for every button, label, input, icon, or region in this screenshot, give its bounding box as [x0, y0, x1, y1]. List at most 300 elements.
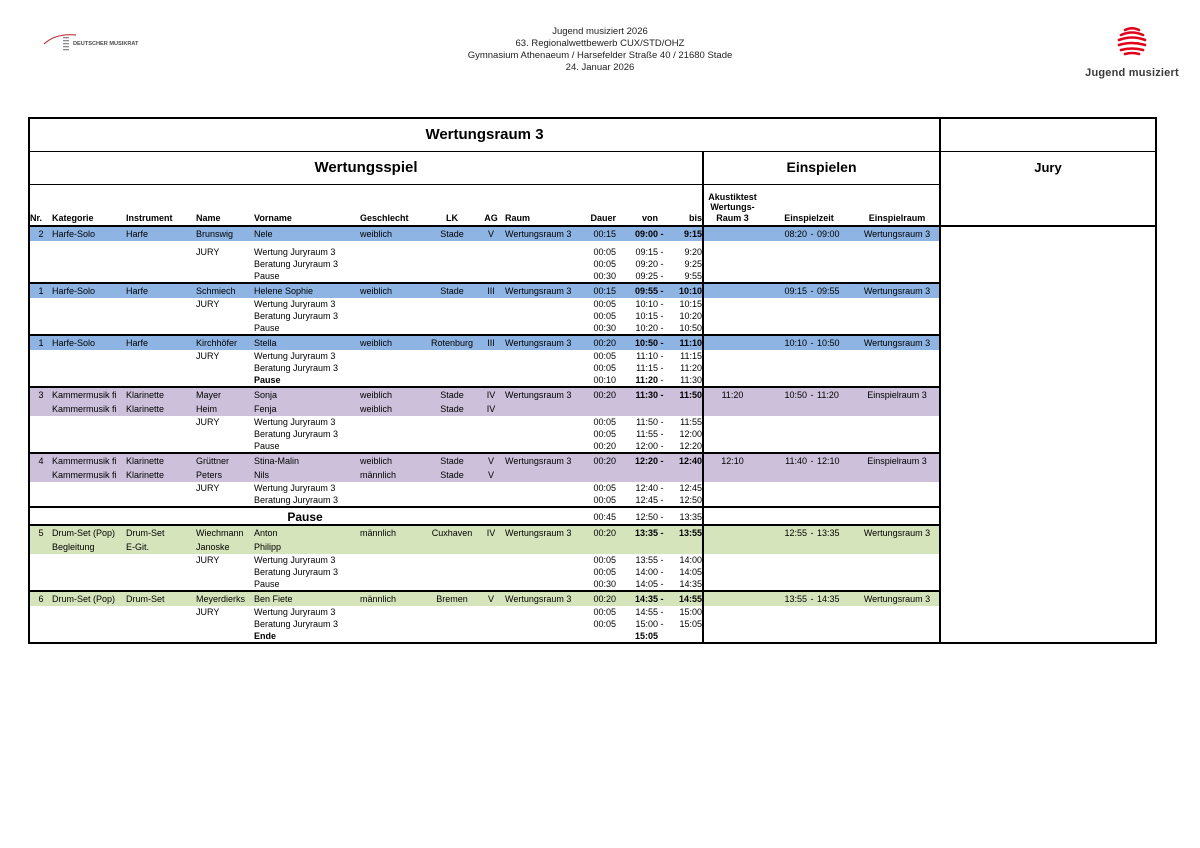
member-instrument: Harfe	[126, 229, 149, 239]
entry-time-dash: -	[660, 594, 664, 604]
sub-instrument	[126, 566, 196, 578]
einspielen-color-band	[704, 227, 939, 241]
sub-dauer: 00:05	[593, 363, 616, 373]
sub-lk	[424, 310, 480, 322]
header-line-2: 63. Regionalwettbewerb CUX/STD/OHZ	[515, 38, 685, 49]
sub-activity: Pause	[254, 271, 280, 281]
sub-raum	[502, 578, 580, 590]
sub-lk	[424, 416, 480, 428]
sub-bis: 11:30	[680, 375, 702, 385]
sub-von: 14:05	[635, 579, 658, 589]
jury-sub-row	[30, 630, 702, 642]
member-ag	[480, 540, 502, 554]
sub-nr	[30, 566, 52, 578]
sub-dauer: 00:05	[593, 247, 616, 257]
sub-dauer: 00:05	[593, 495, 616, 505]
sub-ag	[480, 270, 502, 282]
entry-color-band	[30, 284, 702, 298]
col-bis: bis	[688, 213, 702, 223]
sub-lk	[424, 578, 480, 590]
sub-jury-label	[196, 310, 254, 322]
member-row	[30, 454, 702, 468]
sub-von: 15:00	[635, 619, 658, 629]
sub-activity: Beratung Juryraum 3	[254, 259, 339, 269]
sub-geschlecht	[360, 578, 424, 590]
sub-dauer: 00:05	[593, 299, 616, 309]
einspielzeit-bis: 09:00	[817, 229, 840, 239]
jury-sub-row	[30, 350, 702, 362]
sub-bis: 9:55	[684, 271, 702, 281]
sub-dauer: 00:30	[593, 271, 616, 281]
sub-time-dash: -	[660, 579, 664, 589]
member-name: Meyerdierks	[196, 594, 246, 604]
sub-dauer	[580, 630, 616, 642]
entry-bis: 10:10	[678, 286, 702, 296]
sub-instrument	[126, 630, 196, 642]
member-kategorie: Drum-Set (Pop)	[52, 594, 116, 604]
sub-von: 14:00	[635, 567, 658, 577]
member-ag: V	[487, 470, 494, 480]
member-name: Peters	[196, 470, 223, 480]
pause-row-left	[30, 508, 702, 524]
section-jury: Jury	[939, 152, 1155, 227]
sub-activity: Beratung Juryraum 3	[254, 495, 339, 505]
header-line-3: Gymnasium Athenaeum / Harsefelder Straße 40 / 21680 Stade	[467, 50, 733, 61]
sub-jury-label	[196, 362, 254, 374]
sub-lk	[424, 566, 480, 578]
entry-color-band	[30, 227, 702, 241]
jury-sub-row	[30, 258, 702, 270]
sub-kategorie	[52, 482, 126, 494]
sub-ag	[480, 362, 502, 374]
sub-nr	[30, 350, 52, 362]
sub-geschlecht	[360, 270, 424, 282]
sub-raum	[502, 322, 580, 334]
sub-raum	[502, 630, 580, 642]
entry-color-band	[30, 526, 702, 554]
sub-nr	[30, 630, 52, 642]
entry-einspielen	[702, 454, 939, 506]
sub-raum	[502, 494, 580, 506]
sub-bis: 11:55	[680, 417, 702, 427]
schedule-entry	[30, 388, 939, 454]
sub-geschlecht	[360, 246, 424, 258]
sub-raum	[502, 554, 580, 566]
akustiktest-time	[704, 336, 761, 350]
sub-raum	[502, 310, 580, 322]
sub-ag	[480, 578, 502, 590]
entry-raum	[502, 540, 580, 554]
jury-sub-row	[30, 298, 702, 310]
sub-von: 09:20	[635, 259, 658, 269]
akustiktest-time: 12:10	[721, 456, 744, 466]
section-wertungsspiel: Wertungsspiel	[30, 152, 702, 185]
member-instrument: Klarinette	[126, 456, 165, 466]
member-row	[30, 526, 702, 540]
sub-lk	[424, 482, 480, 494]
sub-time-dash: -	[660, 271, 664, 281]
col-akustiktest	[704, 192, 761, 224]
member-vorname: Nele	[254, 229, 273, 239]
sub-time-dash: -	[660, 259, 664, 269]
sub-nr	[30, 428, 52, 440]
sub-time-dash: -	[660, 299, 664, 309]
sub-dauer: 00:05	[593, 429, 616, 439]
col-name: Name	[196, 213, 221, 223]
member-kategorie: Drum-Set (Pop)	[52, 528, 116, 538]
akustiktest-time	[704, 284, 761, 298]
member-ag: V	[487, 456, 494, 466]
einspielen-row	[704, 336, 939, 350]
sub-dauer: 00:05	[593, 351, 616, 361]
einspielen-row	[704, 388, 939, 402]
sub-geschlecht	[360, 630, 424, 642]
sub-von: 12:40	[635, 483, 658, 493]
sub-time-dash: -	[660, 417, 664, 427]
member-lk: Stade	[440, 456, 464, 466]
sub-geschlecht	[360, 416, 424, 428]
sub-lk	[424, 618, 480, 630]
sub-geschlecht	[360, 428, 424, 440]
pause-von: 12:50	[635, 512, 658, 522]
sub-geschlecht	[360, 566, 424, 578]
sub-kategorie	[52, 270, 126, 282]
einspielzeit-von: 10:10	[784, 338, 807, 348]
einspielzeit-bis: 10:50	[817, 338, 840, 348]
sub-activity: Ende	[254, 631, 277, 641]
sub-jury-label: JURY	[196, 483, 220, 493]
entry-einspielen	[702, 526, 939, 590]
col-raum: Raum	[505, 213, 531, 223]
sub-von: 09:15	[635, 247, 658, 257]
einspielzeit-dash: -	[810, 338, 814, 348]
sub-geschlecht	[360, 350, 424, 362]
sub-instrument	[126, 362, 196, 374]
einspielzeit-dash: -	[810, 456, 814, 466]
sub-von: 09:25	[635, 271, 658, 281]
jugend-musiziert-logo	[1082, 26, 1182, 79]
sub-dauer: 00:05	[593, 311, 616, 321]
sub-von: 11:10	[636, 351, 658, 361]
member-ag: IV	[486, 404, 496, 414]
schedule-entry	[30, 227, 939, 284]
col-akustiktest-line: Wertungs-	[710, 202, 755, 212]
sub-lk	[424, 440, 480, 452]
sub-dauer: 00:10	[593, 375, 616, 385]
sub-von: 10:10	[635, 299, 658, 309]
member-lk	[424, 540, 480, 554]
sub-bis: 11:15	[680, 351, 702, 361]
einspielzeit-bis: 09:55	[817, 286, 840, 296]
sub-bis: 12:45	[679, 483, 702, 493]
member-ag: IV	[486, 390, 496, 400]
sub-nr	[30, 374, 52, 386]
einspielzeit-bis: 14:35	[817, 594, 840, 604]
entry-raum: Wertungsraum 3	[505, 286, 572, 296]
sub-kategorie	[52, 630, 126, 642]
sub-dauer: 00:05	[593, 567, 616, 577]
member-lk: Cuxhaven	[431, 528, 473, 538]
member-lk: Stade	[440, 390, 464, 400]
sub-lk	[424, 258, 480, 270]
pause-bis: 13:35	[679, 512, 702, 522]
entry-bis	[666, 540, 702, 554]
member-name: Janoske	[196, 542, 230, 552]
sub-bis: 10:15	[679, 299, 702, 309]
member-instrument: Harfe	[126, 286, 149, 296]
sub-time-dash: -	[660, 363, 664, 373]
sub-dauer: 00:05	[593, 417, 616, 427]
sub-dauer: 00:05	[593, 259, 616, 269]
member-geschlecht	[360, 540, 424, 554]
jury-sub-row	[30, 554, 702, 566]
sub-activity: Beratung Juryraum 3	[254, 429, 339, 439]
sub-dauer: 00:30	[593, 323, 616, 333]
member-kategorie: Kammermusik fi	[52, 390, 117, 400]
member-vorname: Nils	[254, 470, 269, 480]
sub-lk	[424, 298, 480, 310]
sub-bis: 14:35	[679, 579, 702, 589]
column-header-row	[30, 185, 702, 227]
einspielzeit-von: 12:55	[784, 528, 807, 538]
sub-geschlecht	[360, 374, 424, 386]
sub-activity: Wertung Juryraum 3	[254, 247, 336, 257]
member-lk: Stade	[440, 286, 464, 296]
entry-von: 11:30	[635, 390, 658, 400]
member-lk: Stade	[440, 229, 464, 239]
sub-nr	[30, 362, 52, 374]
schedule-entry	[30, 526, 939, 592]
einspielen-row	[704, 284, 939, 298]
sub-kategorie	[52, 566, 126, 578]
sub-kategorie	[52, 322, 126, 334]
col-vorname: Vorname	[254, 213, 292, 223]
sub-geschlecht	[360, 298, 424, 310]
member-row	[30, 388, 702, 402]
sub-von: 14:55	[635, 607, 658, 617]
einspielen-row	[704, 592, 939, 606]
sub-dauer: 00:05	[593, 619, 616, 629]
einspielzeit-von: 09:15	[784, 286, 807, 296]
sub-jury-label: JURY	[196, 417, 220, 427]
sub-kategorie	[52, 298, 126, 310]
member-kategorie: Kammermusik fi	[52, 456, 117, 466]
entry-raum: Wertungsraum 3	[505, 456, 572, 466]
member-kategorie: Begleitung	[52, 542, 95, 552]
sub-kategorie	[52, 428, 126, 440]
entry-time-dash	[658, 540, 666, 554]
sub-activity: Beratung Juryraum 3	[254, 363, 339, 373]
member-kategorie: Kammermusik fi	[52, 404, 117, 414]
sub-kategorie	[52, 618, 126, 630]
sub-nr	[30, 270, 52, 282]
sub-von: 11:50	[636, 417, 658, 427]
sub-nr	[30, 322, 52, 334]
member-instrument: Drum-Set	[126, 528, 165, 538]
akustiktest-time	[704, 227, 761, 241]
member-geschlecht: weiblich	[360, 286, 393, 296]
member-kategorie: Harfe-Solo	[52, 338, 96, 348]
sub-nr	[30, 246, 52, 258]
sub-geschlecht	[360, 482, 424, 494]
einspielzeit-bis: 13:35	[817, 528, 840, 538]
entry-bis: 11:50	[679, 390, 702, 400]
einspielzeit-von: 11:40	[785, 456, 807, 466]
sub-geschlecht	[360, 554, 424, 566]
einspielen-color-band	[704, 526, 939, 554]
col-akustiktest-line: Akustiktest	[708, 191, 757, 202]
sub-von: 10:15	[635, 311, 658, 321]
sub-von: 10:20	[635, 323, 658, 333]
sub-ag	[480, 258, 502, 270]
sub-kategorie	[52, 350, 126, 362]
entry-left	[30, 284, 702, 334]
sub-time-dash: -	[660, 619, 664, 629]
entry-von: 10:50	[634, 338, 658, 348]
sub-time-dash: -	[660, 429, 664, 439]
einspielen-color-band	[704, 284, 939, 298]
col-kategorie: Kategorie	[52, 213, 94, 223]
sub-jury-label	[196, 322, 254, 334]
sub-time-dash: -	[660, 495, 664, 505]
pause-dash: -	[660, 512, 664, 522]
sub-nr	[30, 494, 52, 506]
einspielzeit-bis: 11:20	[817, 390, 839, 400]
entry-time-dash: -	[660, 338, 664, 348]
sub-activity: Wertung Juryraum 3	[254, 299, 336, 309]
einspielen-row	[704, 526, 939, 540]
jury-sub-row	[30, 428, 702, 440]
header-line-4: 24. Januar 2026	[565, 62, 635, 73]
member-vorname: Anton	[254, 528, 278, 538]
einspielen-color-band	[704, 388, 939, 416]
entry-bis: 9:15	[683, 229, 702, 239]
entry-time-dash: -	[660, 456, 664, 466]
sub-ag	[480, 310, 502, 322]
entry-time-dash: -	[660, 229, 664, 239]
einspielen-color-band	[704, 592, 939, 606]
akustiktest-time: 11:20	[721, 390, 744, 400]
member-lk: Bremen	[436, 594, 468, 604]
member-geschlecht: männlich	[360, 594, 397, 604]
sub-activity: Beratung Juryraum 3	[254, 619, 339, 629]
sub-jury-label	[196, 258, 254, 270]
entry-dauer	[580, 402, 616, 416]
entry-einspielen	[702, 284, 939, 334]
entry-time-dash: -	[660, 286, 664, 296]
member-lk: Stade	[440, 470, 464, 480]
sub-time-dash: -	[660, 351, 664, 361]
member-name: Kirchhöfer	[196, 338, 238, 348]
jury-sub-row	[30, 618, 702, 630]
entry-von: 09:55	[634, 286, 658, 296]
sub-activity: Wertung Juryraum 3	[254, 607, 336, 617]
member-geschlecht: weiblich	[360, 229, 393, 239]
member-vorname: Fenja	[254, 404, 277, 414]
col-einspielraum: Einspielraum	[868, 213, 926, 223]
member-vorname: Philipp	[254, 542, 282, 552]
sub-bis: 9:20	[684, 247, 702, 257]
jury-sub-row	[30, 270, 702, 282]
table-header	[30, 152, 1155, 227]
member-row	[30, 468, 702, 482]
sub-jury-label: JURY	[196, 299, 220, 309]
sub-raum	[502, 606, 580, 618]
sub-dauer: 00:20	[593, 441, 616, 451]
sub-jury-label	[196, 440, 254, 452]
sub-instrument	[126, 578, 196, 590]
sub-ag	[480, 566, 502, 578]
member-instrument: Klarinette	[126, 470, 165, 480]
sub-lk	[424, 428, 480, 440]
sub-dauer: 00:05	[593, 555, 616, 565]
einspielzeit-dash: -	[810, 594, 814, 604]
sub-raum	[502, 482, 580, 494]
pause-break-row	[30, 508, 939, 526]
sub-jury-label: JURY	[196, 607, 220, 617]
schedule-table	[28, 117, 1157, 644]
col-akustiktest-line: Raum 3	[716, 212, 749, 223]
schedule-entry	[30, 336, 939, 388]
member-vorname: Helene Sophie	[254, 286, 314, 296]
col-von: von	[641, 213, 658, 223]
member-instrument: Drum-Set	[126, 594, 165, 604]
entry-dauer: 00:15	[593, 229, 616, 239]
einspielraum-value: Wertungsraum 3	[863, 594, 931, 604]
sub-von: 11:20	[635, 375, 658, 385]
entry-left	[30, 454, 702, 506]
sub-jury-label: JURY	[196, 351, 220, 361]
sub-time-dash: -	[660, 323, 664, 333]
einspielzeit-dash: -	[810, 390, 814, 400]
col-dauer: Dauer	[590, 213, 616, 223]
sub-bis: 11:20	[680, 363, 702, 373]
musikrat-arc-icon	[42, 30, 172, 58]
sub-ag	[480, 440, 502, 452]
sub-instrument	[126, 416, 196, 428]
col-geschlecht: Geschlecht	[360, 213, 409, 223]
member-lk: Rotenburg	[430, 338, 474, 348]
col-nr: Nr.	[30, 213, 43, 223]
entry-time-dash: -	[660, 390, 664, 400]
einspielzeit-dash: -	[810, 528, 814, 538]
entry-color-band	[30, 592, 702, 606]
member-name: Brunswig	[196, 229, 234, 239]
member-row	[30, 284, 702, 298]
member-geschlecht: weiblich	[360, 338, 393, 348]
member-instrument: E-Git.	[126, 542, 150, 552]
sub-activity: Beratung Juryraum 3	[254, 311, 339, 321]
entry-einspielen	[702, 592, 939, 642]
sub-bis: 12:50	[679, 495, 702, 505]
entry-left	[30, 592, 702, 642]
jury-sub-row	[30, 440, 702, 452]
member-ag: III	[487, 338, 495, 348]
entry-time-dash	[658, 402, 666, 416]
member-name: Schmiech	[196, 286, 236, 296]
entry-nr: 3	[38, 390, 44, 400]
sub-kategorie	[52, 258, 126, 270]
entry-bis: 14:55	[678, 594, 702, 604]
sub-raum	[502, 374, 580, 386]
entry-left	[30, 526, 702, 590]
member-geschlecht: männlich	[360, 470, 397, 480]
sub-instrument	[126, 482, 196, 494]
sub-nr	[30, 258, 52, 270]
sub-raum	[502, 618, 580, 630]
section-einspielen: Einspielen	[704, 152, 939, 185]
akustiktest-time	[704, 592, 761, 606]
